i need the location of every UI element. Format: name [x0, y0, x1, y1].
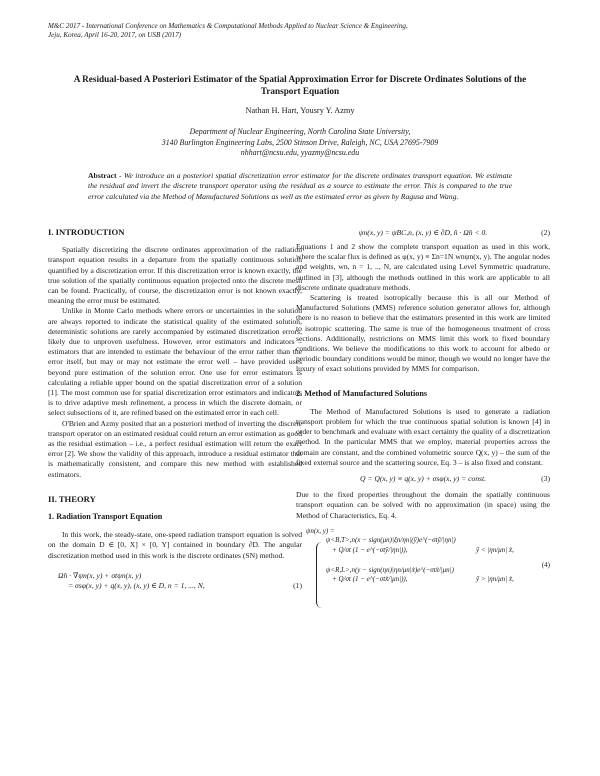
equation-1-number: (1) — [293, 580, 302, 590]
equation-1-line-2: = σsφ(x, y) + q(x, y), (x, y) ∈ D, n = 1, ..., N, — [68, 581, 205, 591]
abstract — [88, 171, 512, 202]
header-line-1: M&C 2017 - International Conference on Mathematics & Computational Methods Applied to Nuclear Science & Engineering, — [48, 22, 408, 30]
theory-paragraph-1: In this work, the steady-state, one-speed radiation transport equation is solved on the domain D ∈ [0, X] × [0, Y] contained in boundary ∂D. The angular discretization method used in this work is the discrete ordinates (SN) method. — [48, 530, 302, 560]
paper-title — [60, 73, 540, 98]
equation-4-case-a-2-expr: + Q/σt (1 − e^(−σtỹ/|ηn|)), — [332, 546, 408, 555]
equation-4-case-b-cond: ỹ > |ηn/μn| x̃, — [476, 575, 514, 584]
section-introduction-heading: I. INTRODUCTION — [48, 227, 125, 237]
header-line-2: Jeju, Korea, April 16-20, 2017, on USB (2017) — [48, 31, 181, 40]
title-line-1: A Residual-based A Posteriori Estimator of the Spatial Approximation Error for Discrete Ordinates Solutions of the — [73, 74, 527, 84]
affiliation-emails: nhhart@ncsu.edu, yyazmy@ncsu.edu — [240, 148, 360, 158]
equation-3 — [296, 474, 550, 484]
rtm-paragraph-1: Equations 1 and 2 show the complete transport equation as used in this work, where the scalar flux is defined as φ(x, y) ≡ Σn=1N wnψn(x, y). The angular nodes and weights, wn, n = 1, .., N, are calculated using Level Symmetric quadrature, outlined in [3], although the methods outlined in this work are applicable to all discrete ordinate quadrature methods. — [296, 242, 550, 292]
affiliation-line-2: 3140 Burlington Engineering Labs, 2500 Stinson Drive, Raleigh, NC, USA 27695-7909 — [161, 137, 439, 147]
conference-header — [48, 22, 548, 41]
rtm-paragraph-2: Scattering is treated isotropically because this is all our Method of Manufactured Solutions (MMS) reference solution generator allows for, although there is no reason to believe that the estimators presented in this work are limited to isotropic scattering. The same is true of the homogeneous treatment of cross sections. Additionally, restrictions on MMS limit this work to fixed boundary conditions. We believe the modifications to this work to account for albedo or periodic boundary conditions would be minor, though we would no longer have the luxury of exact solutions provided by MMS for comparison. — [296, 293, 550, 374]
equation-4-case-a-cond: ỹ < |ηn/μn| x̃, — [476, 546, 514, 555]
title-line-2: Transport Equation — [260, 86, 340, 97]
equation-3-body: Q = Q(x, y) ≡ q(x, y) + σsφ(x, y) = const. — [359, 474, 487, 484]
equation-4-case-b-2-expr: + Q/σt (1 − e^(−σtx̃/|μn|)), — [332, 575, 408, 584]
subsection-transport-heading: 1. Radiation Transport Equation — [48, 512, 163, 522]
section-theory-heading: II. THEORY — [48, 493, 96, 504]
left-column — [48, 227, 302, 591]
intro-paragraph-3: O'Brien and Azmy posited that an a posteriori method of inverting the discrete transport operator on an estimated residual could return an error estimation as good as the residual estimation – i.e., a perfect residual estimation will return the exact error [2]. We show the validity of this approach, introduce a residual estimator that is mathematically consistent, and compare this new method with established estimators. — [48, 418, 302, 479]
equation-2 — [296, 228, 550, 238]
equation-4 — [296, 527, 550, 585]
affiliation-line-1: Department of Nuclear Engineering, North Carolina State University, — [189, 127, 411, 136]
mms-paragraph-1: The Method of Manufactured Solutions is used to generate a radiation transport problem for which the true continuous spatial solution is known [4] in order to benchmark and evaluate with exact certainty the quality of a discretization method. In the particular MMS that we employ, material properties across the domain are constant, and the combined volumetric source Q(x, y) – the sum of the fixed external source and the scattering source, Eq. 3 – is also fixed and constant. — [296, 406, 550, 467]
equation-1 — [48, 571, 302, 591]
equation-4-number: (4) — [541, 560, 550, 569]
intro-paragraph-1: Spatially discretizing the discrete ordinates approximation of the radiation transport equation results in a departure from the spatially continuous solution quantified by a discretization error. If this discretization error is known exactly, the true solution of the spatially continuous equation projected onto the discrete mesh can be found. Practically, of course, the discretization error is not known exactly, meaning the error must be estimated. — [48, 245, 302, 306]
equation-4-case-b-2 — [296, 575, 550, 585]
subsection-mms-heading: 2. Method of Manufactured Solutions — [296, 388, 428, 398]
authors: Nathan H. Hart, Yousry Y. Azmy — [245, 106, 355, 115]
equation-3-number: (3) — [541, 474, 550, 484]
equation-2-body: ψn(x, y) = ψBC,n, (x, y) ∈ ∂D, n̂ · Ω̂n < 0. — [358, 228, 488, 237]
intro-paragraph-2: Unlike in Monte Carlo methods where errors or uncertainties in the solution are always reported to indicate the statistical quality of the estimated solution, deterministic solutions are rarely accompanied by estimated discretization errors, likely due to unproven usefulness. However, error estimators and indicators – estimators that are intended to estimate the behaviour of the error rather than the error itself, but may or may not estimate the error well – have provided uses beyond pure estimation of the solution error. One use for error estimators is calculating a reliable upper bound on the spatial discretization error of a solution [1]. The most common use for spatial discretization error estimators and indicators is to drive adaptive mesh refinement, a process in which the discrete domain, or select subsections of it, are refined based on the estimated error in each cell. — [48, 306, 302, 418]
abstract-label: Abstract — [88, 171, 117, 180]
abstract-text: - We introduce an a posteriori spatial discretization error estimator for the discrete ordinates transport equation. We estimate the residual and invert the discrete transport operator using the residual as a source to estimate the error. This is compared to the true error calculated via the Method of Manufactured Solutions as well as the estimated error as given by Ragusa and Wang. — [88, 171, 513, 201]
equation-4-lhs: ψn(x, y) = — [306, 526, 335, 535]
mms-paragraph-2: Due to the fixed properties throughout the domain the spatially continuous transport equation can be solved with no approximation (in space) using the Method of Characteristics, Eq. 4. — [296, 490, 550, 520]
affiliation — [0, 127, 600, 159]
equation-1-line-1: Ω̂n · ∇ψn(x, y) + σtψn(x, y) — [58, 570, 142, 580]
equation-4-case-a-1: ψ<B,T>,n(x − sign(μn)|ξn/ηn|(ỹ)e^(−σtỹ/|ηn|) — [326, 536, 456, 545]
equation-2-number: (2) — [541, 228, 550, 237]
right-column — [296, 228, 550, 585]
equation-4-case-a-2 — [296, 546, 550, 556]
equation-4-case-b-1: ψ<R,L>,n(y − sign(ηn)|ηn/μn|x̃)e^(−σtx̃/|μn|) — [326, 565, 454, 574]
